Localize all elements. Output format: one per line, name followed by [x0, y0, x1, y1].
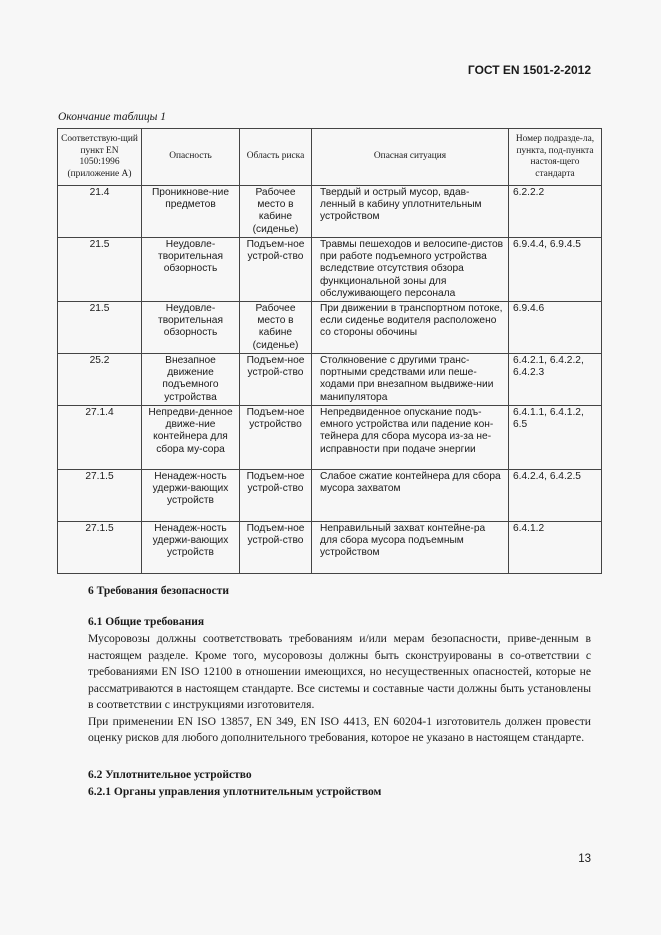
hazards-table [57, 128, 602, 574]
header-situation: Опасная ситуация [312, 129, 509, 186]
table-caption: Окончание таблицы 1 [58, 111, 166, 123]
table-row [58, 238, 602, 302]
cell-area: Подъем-ное устрой-ство [240, 354, 312, 406]
cell-hazard: Проникнове-ние предметов [142, 186, 240, 238]
cell-clause: 21.5 [58, 302, 142, 354]
table-header-row [58, 129, 602, 186]
cell-hazard: Ненадеж-ность удержи-вающих устройств [142, 470, 240, 522]
cell-reference: 6.4.1.1, 6.4.1.2, 6.5 [509, 406, 602, 470]
cell-clause: 25.2 [58, 354, 142, 406]
cell-area: Рабочее место в кабине (сиденье) [240, 186, 312, 238]
paragraph-general [88, 631, 591, 747]
cell-situation: Непредвиденное опускание подъ-емного устройства или падение кон-тейнера для сбора мусора из-за не-исправности при подаче энергии [312, 406, 509, 470]
cell-situation: Неправильный захват контейне-ра для сбора мусора подъемным устройством [312, 522, 509, 574]
cell-reference: 6.4.1.2 [509, 522, 602, 574]
cell-situation: Столкновение с другими транс-портными средствами или пеше-ходами при внезапном выдвиже-нии манипулятора [312, 354, 509, 406]
cell-clause: 27.1.5 [58, 522, 142, 574]
cell-clause: 21.4 [58, 186, 142, 238]
cell-reference: 6.4.2.1, 6.4.2.2, 6.4.2.3 [509, 354, 602, 406]
cell-reference: 6.4.2.4, 6.4.2.5 [509, 470, 602, 522]
header-clause: Соответствую-щий пункт EN 1050:1996 (приложение А) [58, 129, 142, 186]
cell-reference: 6.9.4.4, 6.9.4.5 [509, 238, 602, 302]
cell-area: Подъем-ное устройство [240, 406, 312, 470]
cell-hazard: Неудовле-творительная обзорность [142, 238, 240, 302]
table-row [58, 186, 602, 238]
table-row [58, 354, 602, 406]
cell-area: Подъем-ное устрой-ство [240, 238, 312, 302]
cell-situation: Травмы пешеходов и велосипе-дистов при работе подъемного устройства вследствие отсутствия обзора функциональной зоны для обслуживающего персонала [312, 238, 509, 302]
cell-hazard: Неудовле-творительная обзорность [142, 302, 240, 354]
page-number: 13 [578, 853, 591, 865]
cell-situation: Твердый и острый мусор, вдав-ленный в кабину уплотнительным устройством [312, 186, 509, 238]
table-row [58, 302, 602, 354]
cell-situation: Слабое сжатие контейнера для сбора мусора захватом [312, 470, 509, 522]
cell-hazard: Внезапное движение подъемного устройства [142, 354, 240, 406]
cell-clause: 27.1.5 [58, 470, 142, 522]
paragraph-1: Мусоровозы должны соответствовать требованиям и/или мерам безопасности, приве-денным в настоящем разделе. Кроме того, мусоровозы должны быть сконструированы в со-ответствии с требованиями EN ISO 12100 в отношении имеющихся, но несущественных опасностей, которые не рассматриваются в настоящем стандарте. Все системы и составные части должны быть установлены в соответствии с инструкциями изготовителя. [88, 632, 591, 711]
subsection-6-1-title: 6.1 Общие требования [88, 616, 205, 628]
cell-reference: 6.9.4.6 [509, 302, 602, 354]
cell-area: Рабочее место в кабине (сиденье) [240, 302, 312, 354]
cell-clause: 27.1.4 [58, 406, 142, 470]
header-area: Область риска [240, 129, 312, 186]
document-code: ГОСТ EN 1501-2-2012 [467, 63, 591, 77]
cell-area: Подъем-ное устрой-ство [240, 470, 312, 522]
header-hazard: Опасность [142, 129, 240, 186]
subsection-6-2-title: 6.2 Уплотнительное устройство [88, 769, 252, 781]
subsection-6-2-1-title: 6.2.1 Органы управления уплотнительным устройством [88, 786, 382, 798]
table-row [58, 470, 602, 522]
cell-clause: 21.5 [58, 238, 142, 302]
cell-situation: При движении в транспортном потоке, если сиденье водителя расположено со стороны обочины [312, 302, 509, 354]
header-reference: Номер подразде-ла, пункта, под-пункта настоя-щего стандарта [509, 129, 602, 186]
cell-reference: 6.2.2.2 [509, 186, 602, 238]
table-row [58, 522, 602, 574]
cell-hazard: Ненадеж-ность удержи-вающих устройств [142, 522, 240, 574]
table-row [58, 406, 602, 470]
cell-area: Подъем-ное устрой-ство [240, 522, 312, 574]
section-6-title: 6 Требования безопасности [88, 585, 229, 597]
cell-hazard: Непредви-денное движе-ние контейнера для сбора му-сора [142, 406, 240, 470]
paragraph-2: При применении EN ISO 13857, EN 349, EN ISO 4413, EN 60204-1 изготовитель должен провести оценку рисков для любого дополнительного требования, которое не указано в настоящем стандарте. [88, 714, 591, 744]
